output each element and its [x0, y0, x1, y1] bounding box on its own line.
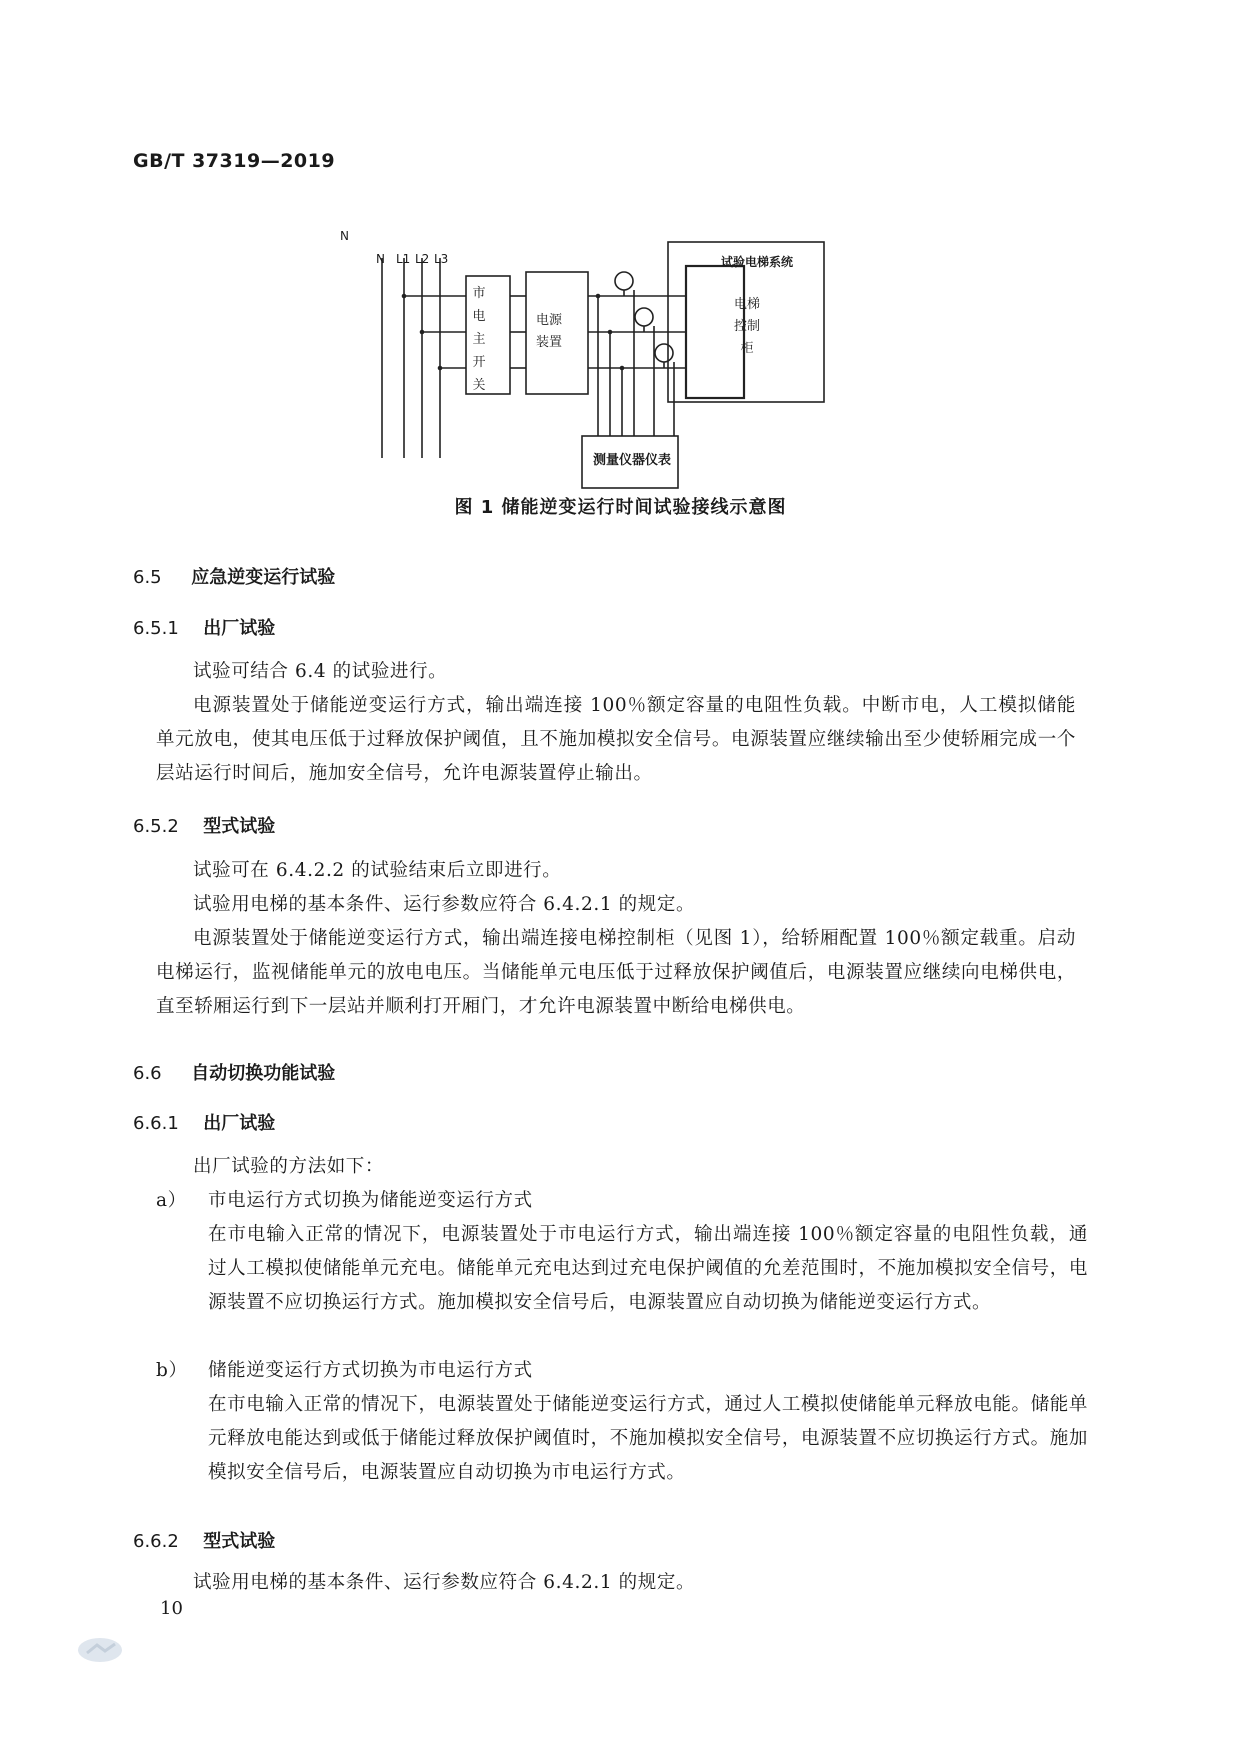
- control-cabinet-label: 电梯控制柜: [733, 297, 760, 356]
- section-title: 自动切换功能试验: [191, 1063, 336, 1084]
- label-l3: L3: [434, 252, 449, 266]
- paragraph-block-6-5-2: [156, 854, 1076, 1024]
- wiring-diagram: [340, 229, 850, 470]
- list-item-title: 储能逆变运行方式切换为市电运行方式: [208, 1360, 533, 1381]
- section-6-5: [133, 563, 335, 589]
- power-device-label: 电源装置: [535, 313, 562, 350]
- paragraph-block-6-5-1: [156, 655, 1076, 791]
- label-l1: L1: [396, 252, 411, 266]
- meter-label: 测量仪器仪表: [592, 453, 671, 468]
- section-number: 6.5.2: [133, 816, 179, 837]
- publisher-logo-icon: [75, 1635, 125, 1665]
- list-item-title: 市电运行方式切换为储能逆变运行方式: [208, 1190, 533, 1211]
- section-number: 6.6: [133, 1063, 162, 1084]
- section-title: 型式试验: [203, 1531, 276, 1552]
- section-title: 应急逆变运行试验: [191, 567, 336, 588]
- section-number: 6.5.1: [133, 618, 179, 639]
- paragraph: 试验用电梯的基本条件、运行参数应符合 6.4.2.1 的规定。: [193, 894, 696, 915]
- standard-code: GB/T 37319—2019: [133, 150, 336, 172]
- label-n: N: [340, 229, 349, 243]
- section-6-6-1: [133, 1109, 275, 1135]
- section-title: 出厂试验: [203, 618, 276, 639]
- figure-caption: 图 1 储能逆变运行时间试验接线示意图: [454, 497, 787, 518]
- paragraph: 电源装置处于储能逆变运行方式，输出端连接电梯控制柜（见图 1），给轿厢配置 100％额定载重。启动电梯运行，监视储能单元的放电电压。当储能单元电压低于过释放保护阈值后，电源装置应继续向电梯供电，直至轿厢运行到下一层站并顺利打开厢门，才允许电源装置中断给电梯供电。: [156, 928, 1076, 1017]
- list-item-body: 在市电输入正常的情况下，电源装置处于储能逆变运行方式，通过人工模拟使储能单元释放电能。储能单元释放电能达到或低于储能过释放保护阈值时，不施加模拟安全信号，电源装置不应切换运行方式。施加模拟安全信号后，电源装置应自动切换为市电运行方式。: [208, 1394, 1088, 1483]
- list-marker: b）: [156, 1360, 188, 1381]
- section-6-6-2: [133, 1527, 275, 1553]
- test-system-label: 试验电梯系统: [721, 255, 794, 269]
- paragraph-block-6-6-1: [156, 1150, 1076, 1184]
- paragraph: 电源装置处于储能逆变运行方式，输出端连接 100％额定容量的电阻性负载。中断市电，人工模拟储能单元放电，使其电压低于过释放保护阈值，且不施加模拟安全信号。电源装置应继续输出至少使轿厢完成一个层站运行时间后，施加安全信号，允许电源装置停止输出。: [156, 695, 1076, 784]
- page-number: 10: [160, 1598, 183, 1619]
- section-6-6: [133, 1059, 335, 1085]
- method-list: [156, 1184, 1086, 1504]
- section-6-5-1: [133, 614, 275, 640]
- paragraph: 试验可结合 6.4 的试验进行。: [193, 661, 448, 682]
- section-number: 6.5: [133, 567, 162, 588]
- label-l2: L2: [415, 252, 430, 266]
- section-6-5-2: [133, 812, 275, 838]
- section-title: 型式试验: [203, 816, 276, 837]
- mains-switch-label: 市电主开关: [472, 286, 486, 393]
- paragraph: 试验用电梯的基本条件、运行参数应符合 6.4.2.1 的规定。: [193, 1572, 696, 1593]
- paragraph-block-6-6-2: [156, 1566, 1076, 1600]
- list-item-body: 在市电输入正常的情况下，电源装置处于市电运行方式，输出端连接 100％额定容量的电阻性负载，通过人工模拟使储能单元充电。储能单元充电达到过充电保护阈值的允差范围时，不施加模拟安全信号，电源装置不应切换运行方式。施加模拟安全信号后，电源装置应自动切换为储能逆变运行方式。: [208, 1224, 1088, 1313]
- list-marker: a）: [156, 1190, 187, 1211]
- label-n: N: [376, 252, 385, 266]
- paragraph: 试验可在 6.4.2.2 的试验结束后立即进行。: [193, 860, 562, 881]
- section-number: 6.6.2: [133, 1531, 179, 1552]
- paragraph: 出厂试验的方法如下：: [193, 1156, 385, 1177]
- section-number: 6.6.1: [133, 1113, 179, 1134]
- section-title: 出厂试验: [203, 1113, 276, 1134]
